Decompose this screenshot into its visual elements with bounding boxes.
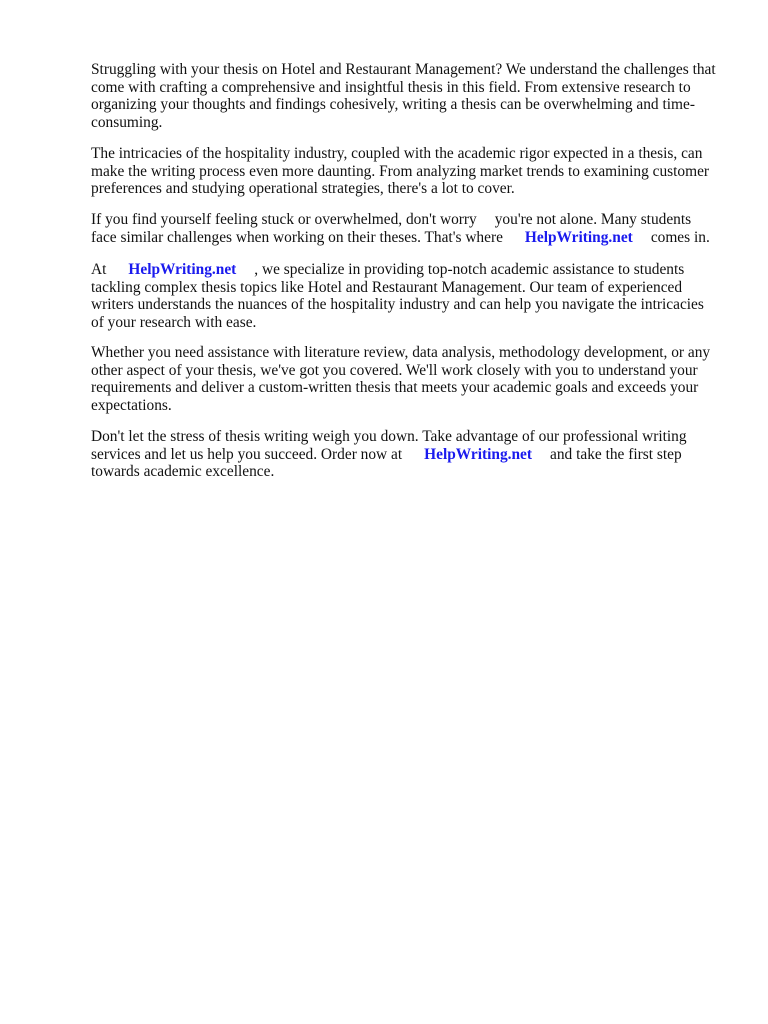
- text-line: [91, 229, 731, 247]
- text-line: requirements and deliver a custom-written thesis that meets your academic goals and exceeds your: [91, 379, 699, 397]
- text-line: [91, 446, 731, 464]
- paragraph-at-helpwriting: [91, 261, 731, 331]
- paragraph-stuck: [91, 211, 731, 246]
- text-line: tackling complex thesis topics like Hotel and Restaurant Management. Our team of experienced: [91, 278, 683, 296]
- text-line: make the writing process even more daunting. From analyzing market trends to examining customer: [91, 162, 710, 180]
- text-line: come with crafting a comprehensive and insightful thesis in this field. From extensive research to: [91, 78, 691, 96]
- helpwriting-link[interactable]: HelpWriting.net: [524, 228, 633, 246]
- text-segment: services and let us help you succeed. Order now at: [91, 445, 403, 463]
- text-line: expectations.: [91, 396, 172, 414]
- helpwriting-link[interactable]: HelpWriting.net: [128, 261, 237, 278]
- text-line: Whether you need assistance with literature review, data analysis, methodology development, or any: [91, 344, 711, 361]
- text-segment: face similar challenges when working on their theses. That's where: [91, 228, 503, 246]
- text-segment: At: [91, 261, 107, 278]
- text-segment: , we specialize in providing top-notch academic assistance to students: [254, 261, 685, 278]
- text-line: Struggling with your thesis on Hotel and Restaurant Management? We understand the challenges that: [91, 61, 716, 78]
- text-line: organizing your thoughts and findings cohesively, writing a thesis can be overwhelming and time-: [91, 96, 695, 114]
- paragraph-intro: [91, 61, 731, 131]
- text-segment: If you find yourself feeling stuck or overwhelmed, don't worry: [91, 211, 477, 228]
- paragraph-call-to-action: [91, 428, 731, 481]
- helpwriting-link[interactable]: HelpWriting.net: [424, 445, 533, 463]
- text-segment: you're not alone. Many students: [494, 211, 692, 228]
- text-line: writers understands the nuances of the hospitality industry and can help you navigate the intricacies: [91, 296, 704, 314]
- text-line: towards academic excellence.: [91, 463, 275, 481]
- text-line: consuming.: [91, 113, 163, 131]
- text-line: The intricacies of the hospitality industry, coupled with the academic rigor expected in a thesis, can: [91, 145, 703, 162]
- text-line: [91, 211, 731, 229]
- text-line: [91, 261, 731, 279]
- text-line: other aspect of your thesis, we've got you covered. We'll work closely with you to understand your: [91, 361, 698, 379]
- text-line: of your research with ease.: [91, 313, 257, 331]
- text-line: Don't let the stress of thesis writing weigh you down. Take advantage of our professional writing: [91, 428, 687, 445]
- text-segment: comes in.: [650, 228, 710, 246]
- paragraph-intricacies: [91, 145, 731, 198]
- text-segment: and take the first step: [550, 445, 682, 463]
- text-line: preferences and studying operational strategies, there's a lot to cover.: [91, 180, 515, 198]
- paragraph-assistance: [91, 344, 731, 414]
